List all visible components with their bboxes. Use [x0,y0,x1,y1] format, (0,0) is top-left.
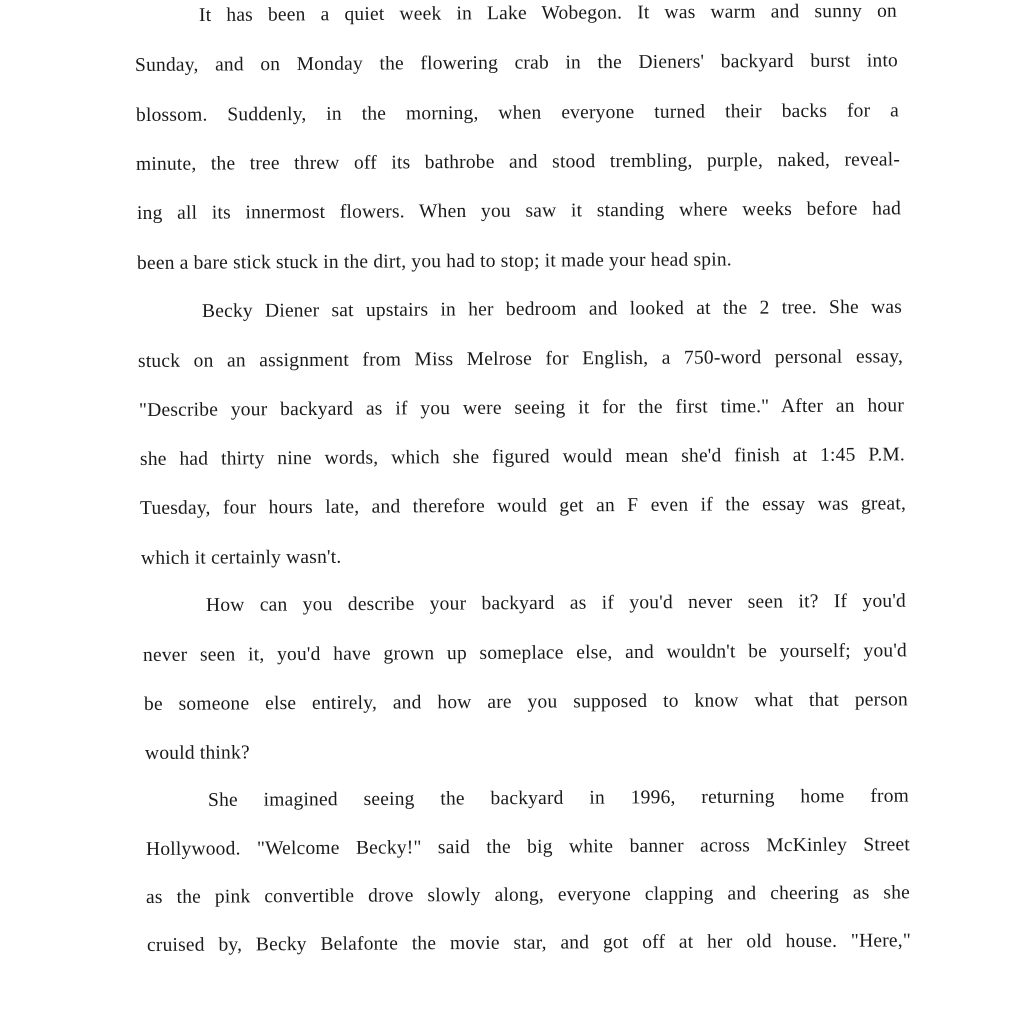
text-line: Sunday, and on Monday the flowering crab in the Dieners' backyard burst into [134,50,899,76]
text-line: never seen it, you'd have grown up someplace else, and wouldn't be yourself; you'd [142,640,908,666]
text-line: stuck on an assignment from Miss Melrose for English, a 750-word personal essay, [137,346,904,372]
text-line: Hollywood. "Welcome Becky!" said the big white banner across McKinley Street [145,834,911,860]
text-line: It has been a quiet week in Lake Wobegon. It was warm and sunny on [198,0,898,26]
text-line: be someone else entirely, and how are you supposed to know what that person [143,689,909,715]
text-line: minute, the tree threw off its bathrobe and stood trembling, purple, naked, reveal- [135,149,901,175]
text-line: as the pink convertible drove slowly along, everyone clapping and cheering as she [145,882,911,908]
text-line: she had thirty nine words, which she figured would mean she'd finish at 1:45 P.M. [139,444,906,470]
text-line: would think? [144,742,250,764]
text-line: She imagined seeing the backyard in 1996, returning home from [207,785,910,811]
text-line: been a bare stick stuck in the dirt, you had to stop; it made your head spin. [136,249,732,274]
text-line: which it certainly wasn't. [140,546,342,569]
text-line: How can you describe your backyard as if you'd never seen it? If you'd [205,590,907,616]
text-line: ing all its innermost flowers. When you saw it standing where weeks before had [136,198,902,224]
text-line: Becky Diener sat upstairs in her bedroom and looked at the 2 tree. She was [201,296,903,322]
text-line: cruised by, Becky Belafonte the movie star, and got off at her old house. "Here," [146,930,912,956]
text-line: "Describe your backyard as if you were seeing it for the first time." After an hour [138,395,905,421]
text-line: Tuesday, four hours late, and therefore would get an F even if the essay was great, [139,493,907,519]
text-line: blossom. Suddenly, in the morning, when everyone turned their backs for a [135,100,900,126]
